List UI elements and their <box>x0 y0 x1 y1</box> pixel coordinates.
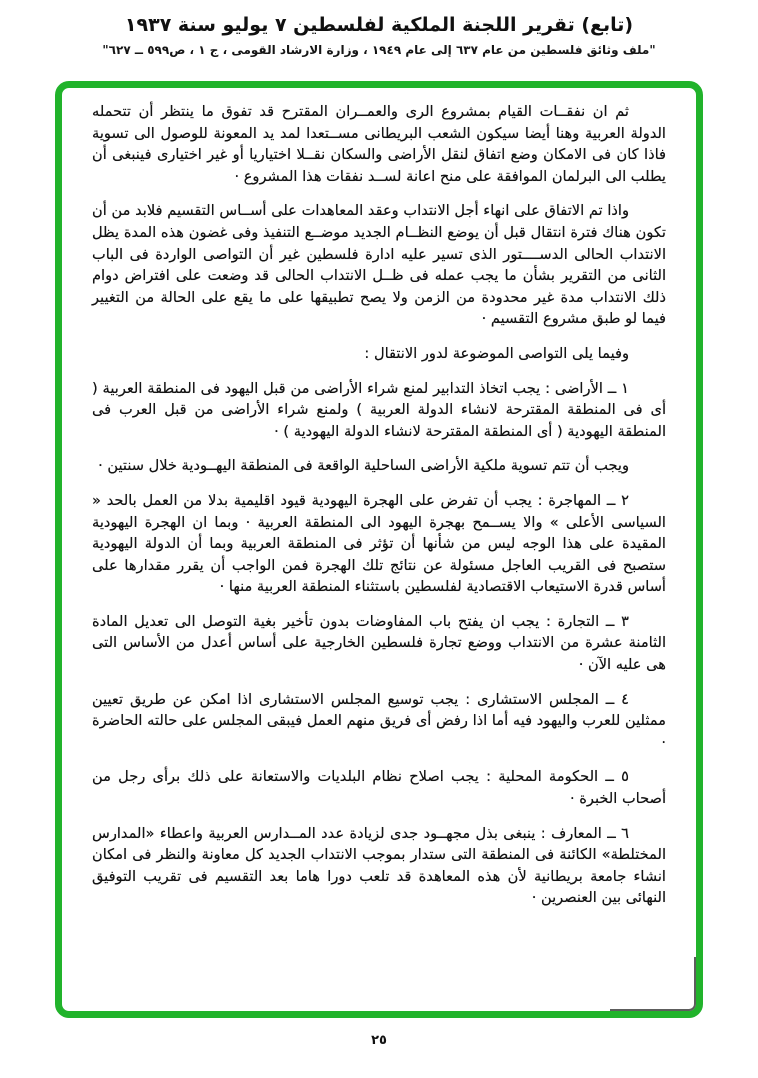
document-body <box>62 88 696 1011</box>
paragraph: ٢ ــ المهاجرة : يجب أن تفرض على الهجرة اليهودية قيود اقليمية بدلا من العمل بالحد « السياسى الأعلى » والا يســمح بهجرة اليهود الى المنطقة العربية · وبما ان الهجرة اليهودية المقيدة على هذا الوجه ليس من شأنها أن تؤثر فى المنطقة العربية وبما أن الدولة اليهودية ستصبح فى القريب العاجل مسئولة عن نتائج تلك الهجرة فمن الواجب أن يقرر مقدارها على أساس قدرة الاستيعاب الاقتصادية لفلسطين باستثناء المنطقة العربية منها · <box>92 491 666 596</box>
paragraph: وفيما يلى التواصى الموضوعة لدور الانتقال : <box>364 344 629 362</box>
paragraph: ويجب أن تتم تسوية ملكية الأراضى الساحلية الواقعة فى المنطقة اليهــودية خلال سنتين · <box>98 457 629 475</box>
page-header <box>0 14 758 57</box>
paragraph: ١ ــ الأراضى : يجب اتخاذ التدابير لمنع شراء الأراضى من قبل اليهود فى المنطقة العربية ( أى فى المنطقة المقترحة لانشاء الدولة العربية ) ولمنع شراء الأراضى من قبل العرب فى المنطقة اليهودية ( أى المنطقة المقترحة لانشاء الدولة اليهودية ) · <box>92 379 666 440</box>
paragraph: ثم ان نفقــات القيام بمشروع الرى والعمــران المقترح قد تفوق ما ينتظر أن تتحمله الدولة العربية وهنا أيضا سيكون الشعب البريطانى مســتعدا لمد يد المعونة للوصول الى تسوية فاذا كان فى الامكان وضع اتفاق لنقل الأراضى والسكان نقــلا اختياريا أو غير اختيارى فينبغى أن يطلب الى البرلمان الموافقة على منح اعانة لســد نفقات هذا المشروع · <box>92 103 666 185</box>
paragraph: واذا تم الاتفاق على انهاء أجل الانتداب وعقد المعاهدات على أســاس التقسيم فلابد من أن تكون هناك فترة انتقال قبل أن يوضع النظــام الجديد موضــع التنفيذ وفى غضون هذه المدة يظل الانتداب الحالى الدســــتور الذى تسير عليه ادارة فلسطين غير أن التواصى الواردة فى الباب الثانى من التقرير بشأن ما يجب عمله فى ظــل الانتداب الحالى قد وضعت على افتراض دوام ذلك الانتداب مدة غير محدودة من الزمن ولا يصح تطبيقها على ما يقع على الحالة من التغيير فيما لو طبق مشروع التقسيم · <box>92 202 666 328</box>
green-border-frame <box>55 81 703 1018</box>
paragraph: ٣ ــ التجارة : يجب ان يفتح باب المفاوضات بدون تأخير بغية التوصل الى تعديل المادة الثامنة عشرة من الانتداب ووضع تجارة فلسطين الخارجية على أساس أعدل من الأساس التى هى عليه الآن · <box>92 612 666 674</box>
paragraph: ٤ ــ المجلس الاستشارى : يجب توسيع المجلس الاستشارى اذا امكن عن طريق تعيين ممثلين للعرب واليهود فيه أما اذا رفض أى فريق منهم العمل فيبقى المجلس على حالته الحاضرة · <box>92 690 666 751</box>
paragraph: ٥ ــ الحكومة المحلية : يجب اصلاح نظام البلديات والاستعانة على ذلك برأى رجل من أصحاب الخبرة · <box>92 768 666 808</box>
paragraph: ٦ ــ المعارف : ينبغى بذل مجهــود جدى لزيادة عدد المــدارس العربية واعطاء «المدارس المختلطة» الكائنة فى المنطقة التى ستدار بموجب الانتداب الجديد كل معاونة والنظر فى امكان انشاء جامعة بريطانية لأن هذه المعاهدة قد تلعب دورا هاما بعد التقسيم فى تقريب التوفيق النهائى بين العنصرين · <box>92 824 666 907</box>
page-subtitle: "ملف وثائق فلسطين من عام ٦٣٧ إلى عام ١٩٤٩ ، وزارة الارشاد القومى ، ج ١ ، ص٥٩٩ ــ ٦٢٧" <box>102 43 656 57</box>
page-number: ٢٥ <box>371 1033 387 1048</box>
page-title: (تابع) تقرير اللجنة الملكية لفلسطين ٧ يوليو سنة ١٩٣٧ <box>124 14 634 36</box>
